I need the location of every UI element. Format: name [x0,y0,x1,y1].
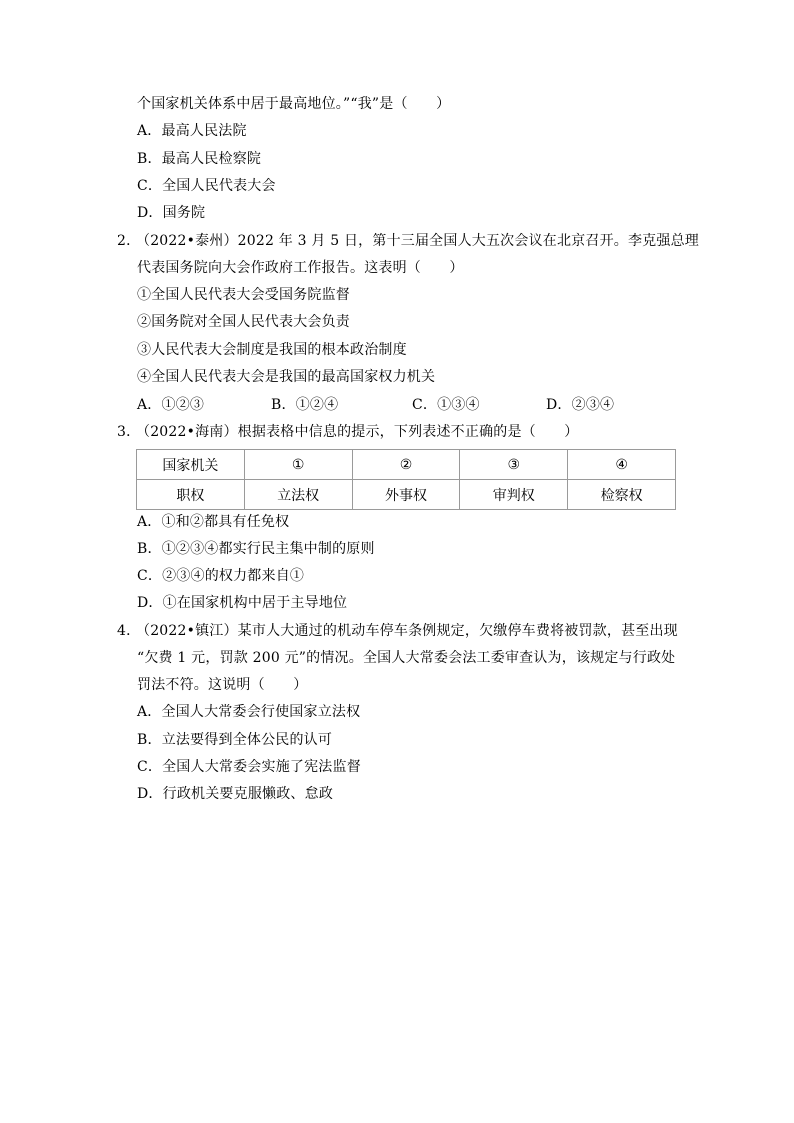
q2-option-d: D．②③④ [546,397,615,413]
q2-stem-line1: （2022•泰州）2022 年 3 月 5 日，第十三届全国人大五次会议在北京召开。李克强总理 [136,233,699,249]
q4-stem-line2: “欠费 1 元，罚款 200 元”的情况。全国人大常委会法工委审查认为，该规定与行政处 [137,650,676,666]
q1-option-a: A．最高人民法院 [137,123,247,139]
q4-number: 4． [117,623,141,639]
q4-stem-line1: （2022•镇江）某市人大通过的机动车停车条例规定，欠缴停车费将被罚款，甚至出现 [136,623,678,639]
q1-option-b: B．最高人民检察院 [137,151,262,167]
table-cell: ④ [568,450,676,480]
q2-option-c: C．①③④ [412,397,480,413]
table-cell: 立法权 [244,480,352,510]
q4-stem-line3: 罚法不符。这说明（ ） [137,677,308,693]
q4-option-b: B．立法要得到全体公民的认可 [137,732,333,748]
table-cell: 职权 [137,480,245,510]
q4-option-a: A．全国人大常委会行使国家立法权 [137,704,361,720]
q4-option-c: C．全国人大常委会实施了宪法监督 [137,759,361,775]
table-cell: ③ [460,450,568,480]
table-row [137,450,676,480]
q4-option-d: D．行政机关要克服懒政、怠政 [137,786,334,802]
q3-number: 3． [117,424,141,440]
q3-option-b: B．①②③④都实行民主集中制的原则 [137,541,375,557]
q2-option-a: A．①②③ [137,397,205,413]
table-row [137,480,676,510]
q2-number: 2． [117,233,141,249]
q2-statement-2: ②国务院对全国人民代表大会负责 [137,314,350,330]
q2-statement-3: ③人民代表大会制度是我国的根本政治制度 [137,342,407,358]
q3-stem: （2022•海南）根据表格中信息的提示，下列表述不正确的是（ ） [136,424,579,440]
q3-option-a: A．①和②都具有任免权 [137,514,290,530]
table-cell: 国家机关 [137,450,245,480]
q2-stem-line2: 代表国务院向大会作政府工作报告。这表明（ ） [137,260,464,276]
q3-option-d: D．①在国家机构中居于主导地位 [137,595,348,611]
q1-stem-tail: 个国家机关体系中居于最高地位。”“我”是（ ） [137,96,451,112]
table-cell: 外事权 [352,480,460,510]
q2-statement-1: ①全国人民代表大会受国务院监督 [137,287,350,303]
table-cell: 审判权 [460,480,568,510]
q2-statement-4: ④全国人民代表大会是我国的最高国家权力机关 [137,369,436,385]
q1-option-c: C．全国人民代表大会 [137,178,276,194]
q1-option-d: D．国务院 [137,205,206,221]
q2-option-b: B．①②④ [271,397,339,413]
table-cell: ① [244,450,352,480]
q3-option-c: C．②③④的权力都来自① [137,568,305,584]
table-cell: ② [352,450,460,480]
table-cell: 检察权 [568,480,676,510]
q3-table [136,449,676,510]
